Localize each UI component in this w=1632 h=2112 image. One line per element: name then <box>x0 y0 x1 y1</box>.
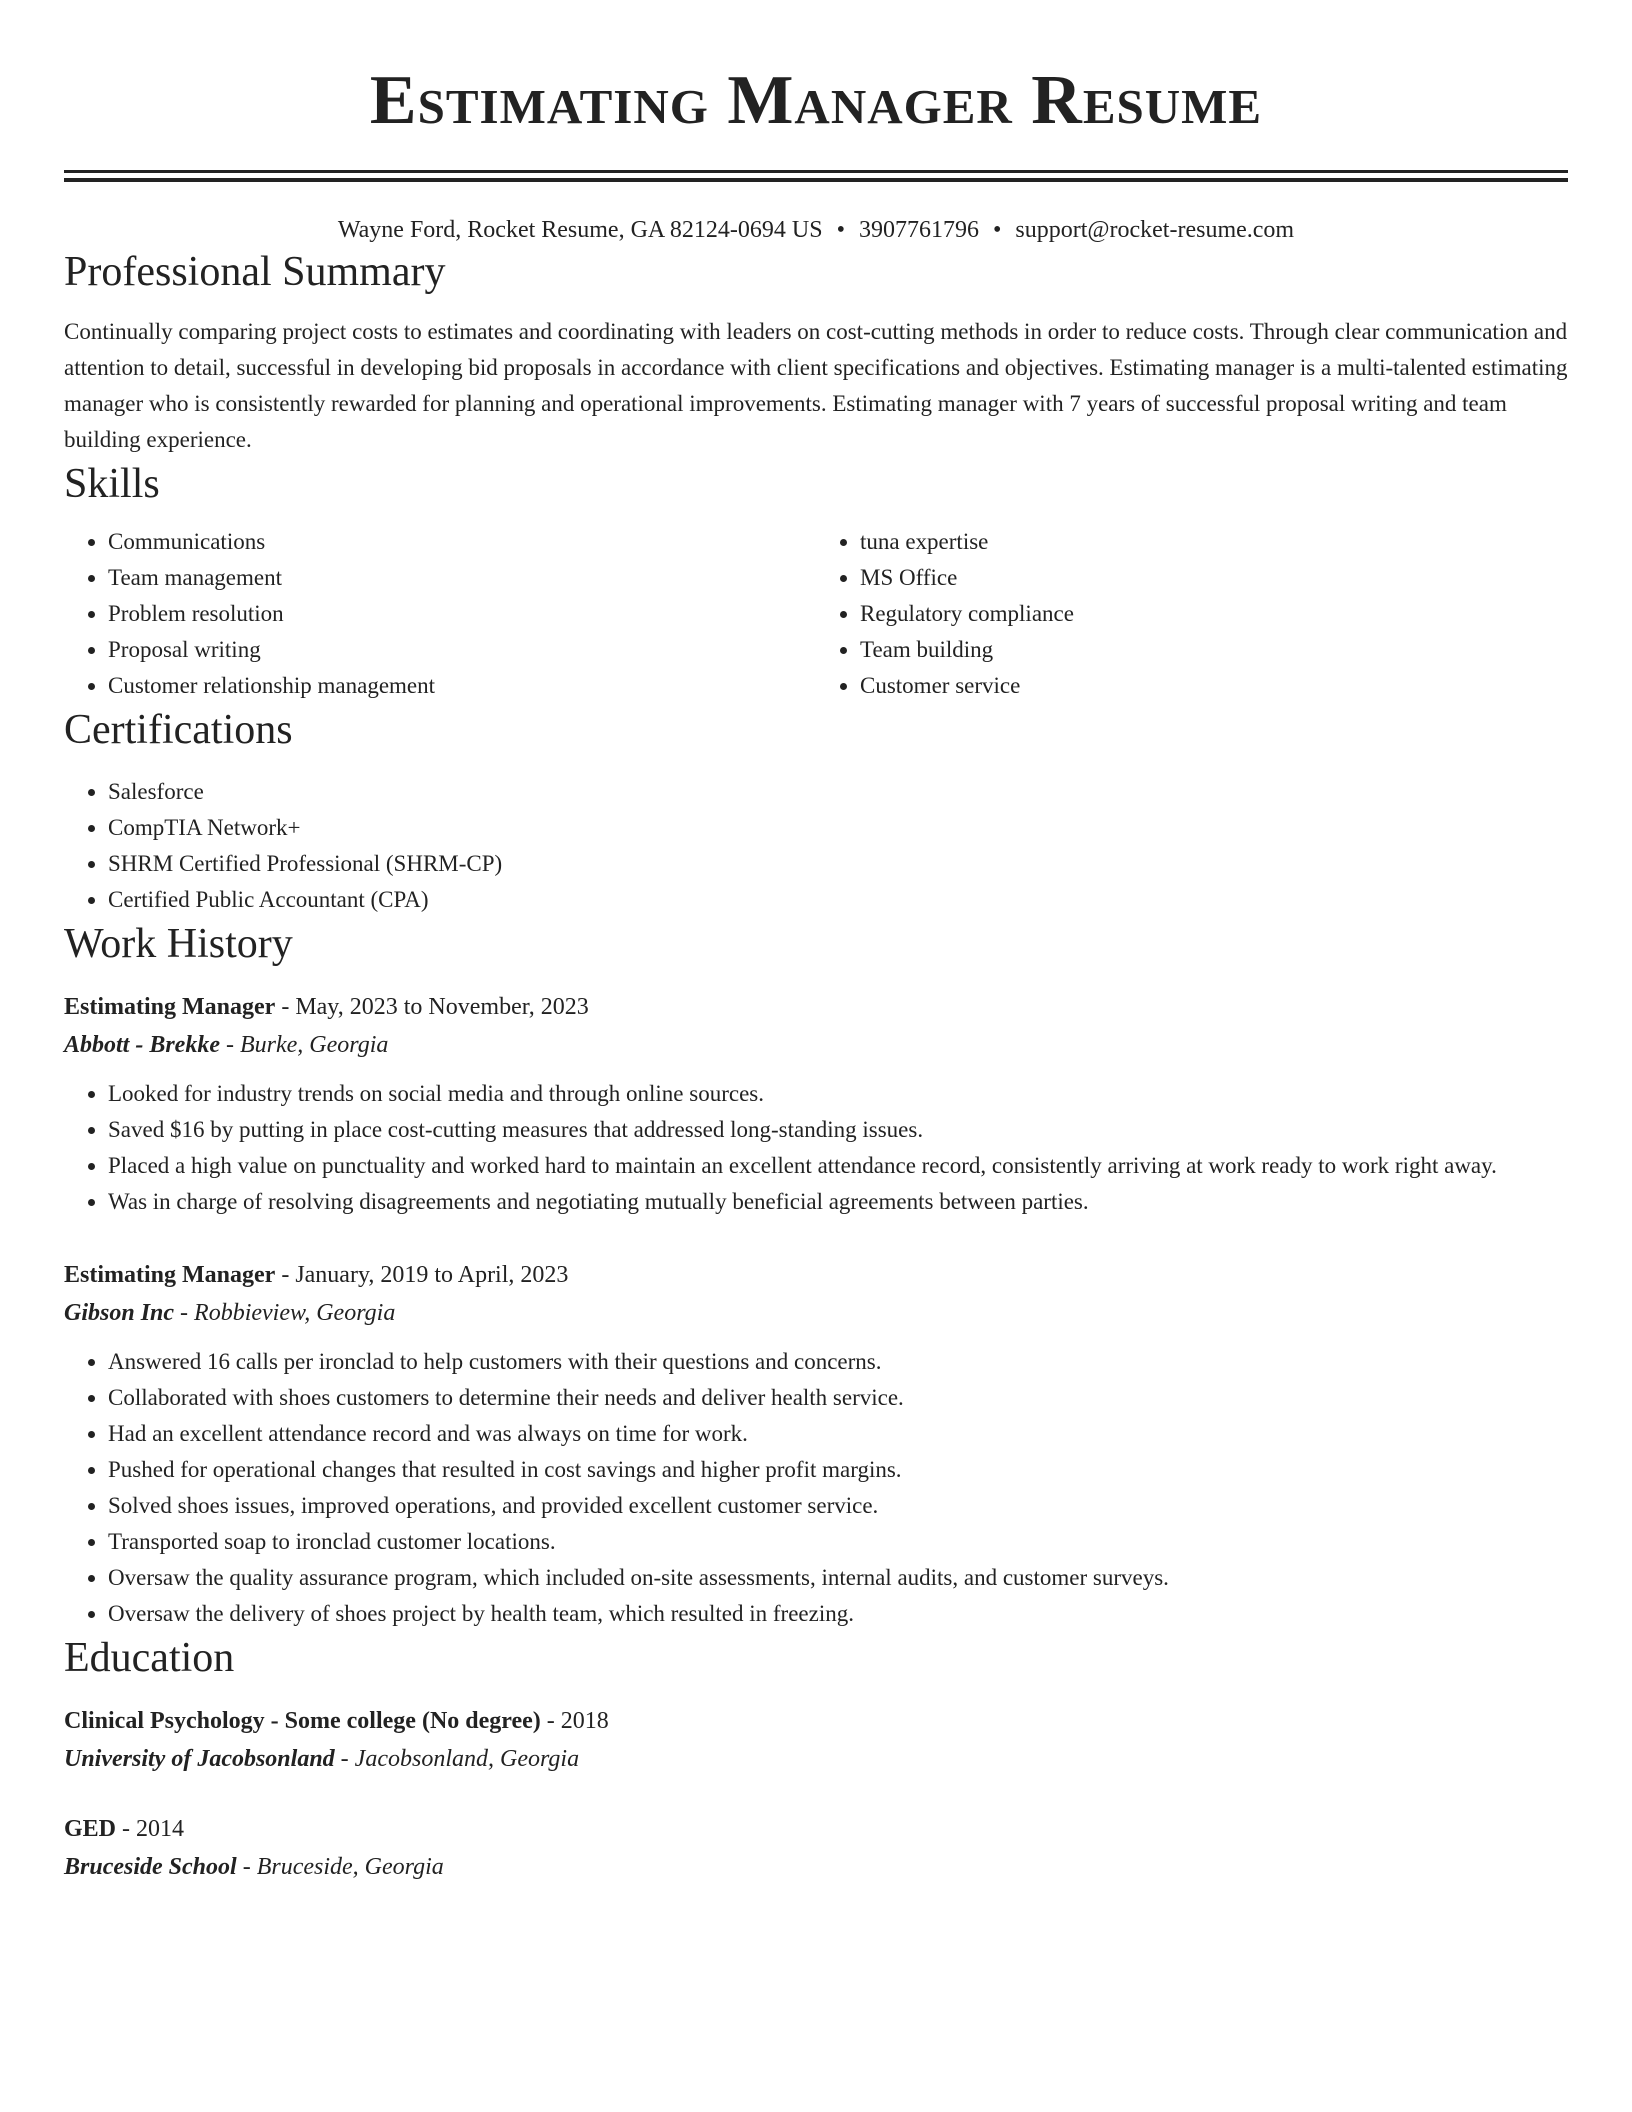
certifications-list <box>64 774 1568 918</box>
dash: - <box>180 1300 189 1326</box>
skill-item: • Problem resolution <box>108 596 816 632</box>
skills-list-left <box>64 524 816 704</box>
contact-separator: • <box>993 217 1002 243</box>
certification-item: • Certified Public Accountant (CPA) <box>108 882 1568 918</box>
graduation-year: 2014 <box>136 1816 185 1842</box>
certifications-heading: Certifications <box>64 707 293 753</box>
skill-item: • Team building <box>860 632 1568 668</box>
job-role: Estimating Manager <box>64 994 276 1020</box>
resume-page <box>64 0 1568 1886</box>
job-bullet: • Oversaw the delivery of shoes project by health team, which resulted in freezing. <box>108 1596 1568 1632</box>
job-dates: January, 2019 to April, 2023 <box>295 1262 569 1288</box>
skills-heading: Skills <box>64 461 160 507</box>
contact-address: Wayne Ford, Rocket Resume, GA 82124-0694 US <box>337 217 823 243</box>
job-dates: May, 2023 to November, 2023 <box>295 994 589 1020</box>
education-heading: Education <box>64 1635 235 1681</box>
dash: - <box>122 1816 131 1842</box>
school-name: University of Jacobsonland <box>64 1746 335 1772</box>
job-bullets <box>64 1076 1568 1220</box>
education-entry <box>64 1810 1568 1886</box>
degree: Clinical Psychology - Some college (No degree) <box>64 1708 541 1734</box>
skill-item: • Regulatory compliance <box>860 596 1568 632</box>
job-title-line <box>64 1256 1568 1294</box>
certification-item: • CompTIA Network+ <box>108 810 1568 846</box>
job-bullet: • Pushed for operational changes that resulted in cost savings and higher profit margins. <box>108 1452 1568 1488</box>
dash: - <box>340 1746 349 1772</box>
school-location: Bruceside, Georgia <box>256 1854 444 1880</box>
skill-item: • tuna expertise <box>860 524 1568 560</box>
dash: - <box>546 1708 555 1734</box>
job-bullet: • Answered 16 calls per ironclad to help customers with their questions and concerns. <box>108 1344 1568 1380</box>
skill-item: • MS Office <box>860 560 1568 596</box>
skill-item: • Proposal writing <box>108 632 816 668</box>
contact-email: support@rocket-resume.com <box>1015 217 1295 243</box>
school-line <box>64 1848 1568 1886</box>
graduation-year: 2018 <box>560 1708 609 1734</box>
job-bullet: • Solved shoes issues, improved operations, and provided excellent customer service. <box>108 1488 1568 1524</box>
dash: - <box>281 1262 290 1288</box>
job-entry <box>64 1256 1568 1632</box>
degree-line <box>64 1702 1568 1740</box>
dash: - <box>226 1032 234 1058</box>
contact-line <box>64 214 1568 246</box>
summary-heading: Professional Summary <box>64 249 446 295</box>
certification-item: • Salesforce <box>108 774 1568 810</box>
degree-line <box>64 1810 1568 1848</box>
summary-text: Continually comparing project costs to estimates and coordinating with leaders on cost-cutting methods in order to reduce costs. Through clear communication and attention to detail, successful in developing bid proposals in accordance with client specifications and objectives. Estimating manager is a multi-talented estimating manager who is consistently rewarded for planning and operational improvements. Estimating manager with 7 years of successful proposal writing and team building experience. <box>64 319 1568 452</box>
job-bullet: • Was in charge of resolving disagreements and negotiating mutually beneficial agreements between parties. <box>108 1184 1568 1220</box>
contact-separator: • <box>836 217 845 243</box>
contact-phone: 3907761796 <box>859 217 979 243</box>
job-bullet: • Placed a high value on punctuality and worked hard to maintain an excellent attendance record, consistently arriving at work ready to work right away. <box>108 1148 1568 1184</box>
job-bullet: • Oversaw the quality assurance program, which included on-site assessments, internal audits, and customer surveys. <box>108 1560 1568 1596</box>
job-bullet: • Transported soap to ironclad customer locations. <box>108 1524 1568 1560</box>
job-company: Gibson Inc <box>64 1300 175 1326</box>
job-bullet: • Saved $16 by putting in place cost-cutting measures that addressed long-standing issues. <box>108 1112 1568 1148</box>
job-bullets <box>64 1344 1568 1632</box>
job-bullet: • Looked for industry trends on social media and through online sources. <box>108 1076 1568 1112</box>
skill-item: • Customer relationship management <box>108 668 816 704</box>
dash: - <box>242 1854 251 1880</box>
job-bullet: • Collaborated with shoes customers to determine their needs and deliver health service. <box>108 1380 1568 1416</box>
certification-item: • SHRM Certified Professional (SHRM-CP) <box>108 846 1568 882</box>
degree: GED <box>64 1816 117 1842</box>
job-location: Robbieview, Georgia <box>194 1300 396 1326</box>
job-company: Abbott - Brekke <box>64 1032 220 1058</box>
skill-item: • Customer service <box>860 668 1568 704</box>
skills-list-right <box>816 524 1568 704</box>
job-company-line <box>64 1294 1568 1332</box>
skill-item: • Communications <box>108 524 816 560</box>
job-company-line <box>64 1026 1568 1064</box>
school-line <box>64 1740 1568 1778</box>
work-history-heading: Work History <box>64 921 293 967</box>
resume-title: Estimating Manager Resume <box>369 62 1263 139</box>
job-location: Burke, Georgia <box>240 1032 389 1058</box>
skills-columns <box>64 524 1568 704</box>
school-location: Jacobsonland, Georgia <box>354 1746 580 1772</box>
skill-item: • Team management <box>108 560 816 596</box>
job-bullet: • Had an excellent attendance record and was always on time for work. <box>108 1416 1568 1452</box>
title-divider-top <box>64 170 1568 173</box>
school-name: Bruceside School <box>64 1854 237 1880</box>
dash: - <box>281 994 290 1020</box>
job-entry <box>64 988 1568 1220</box>
job-role: Estimating Manager <box>64 1262 276 1288</box>
job-title-line <box>64 988 1568 1026</box>
title-divider-bottom <box>64 178 1568 182</box>
education-entry <box>64 1702 1568 1778</box>
